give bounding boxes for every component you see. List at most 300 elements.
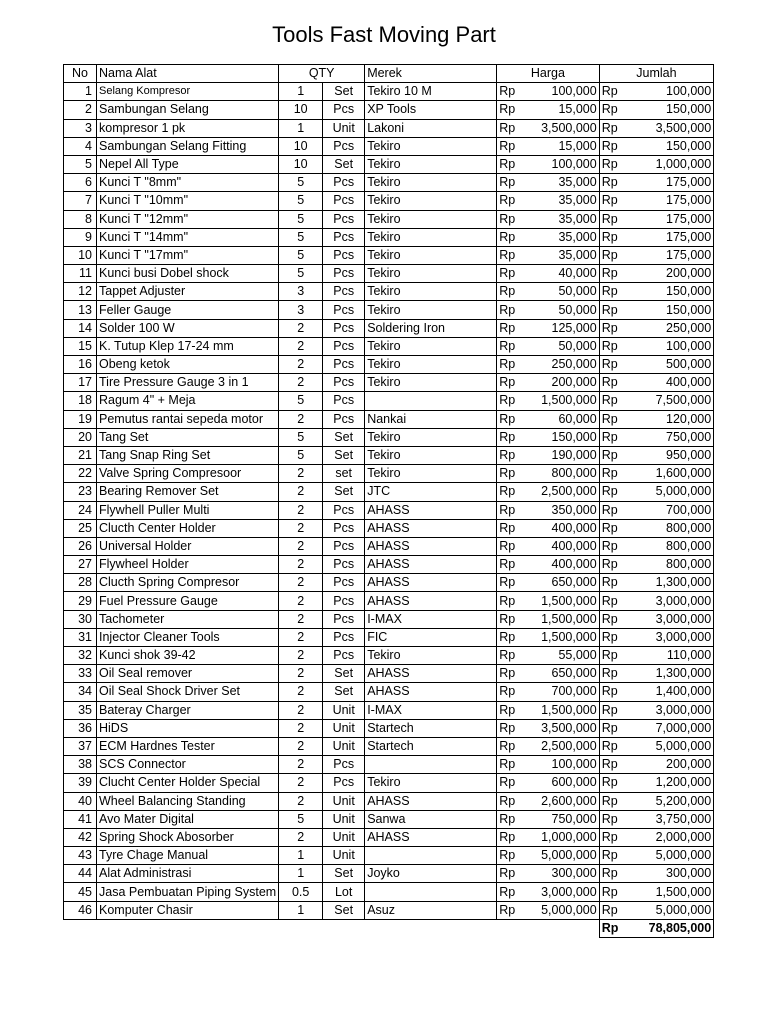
cell-total-currency: Rp — [599, 392, 635, 410]
cell-unit: Pcs — [323, 301, 365, 319]
cell-brand: Tekiro — [365, 301, 497, 319]
cell-name: Clucht Center Holder Special — [97, 774, 279, 792]
tools-table — [63, 64, 714, 938]
cell-brand: JTC — [365, 483, 497, 501]
cell-brand: AHASS — [365, 556, 497, 574]
cell-qty: 2 — [279, 665, 323, 683]
table-row — [64, 610, 714, 628]
table-row — [64, 683, 714, 701]
cell-total-currency: Rp — [599, 410, 635, 428]
cell-qty: 2 — [279, 628, 323, 646]
cell-unit: Pcs — [323, 537, 365, 555]
table-row — [64, 847, 714, 865]
cell-total: 5,000,000 — [635, 901, 714, 919]
table-row — [64, 574, 714, 592]
cell-price-currency: Rp — [497, 719, 533, 737]
cell-unit: Pcs — [323, 374, 365, 392]
cell-brand: Asuz — [365, 901, 497, 919]
cell-brand: AHASS — [365, 501, 497, 519]
cell-unit: Unit — [323, 737, 365, 755]
cell-qty: 10 — [279, 137, 323, 155]
cell-unit: Pcs — [323, 647, 365, 665]
cell-price: 1,000,000 — [533, 828, 600, 846]
cell-unit: Pcs — [323, 246, 365, 264]
cell-unit: Pcs — [323, 101, 365, 119]
table-row — [64, 719, 714, 737]
cell-unit: Pcs — [323, 774, 365, 792]
cell-no: 7 — [64, 192, 97, 210]
cell-unit: set — [323, 465, 365, 483]
cell-brand: AHASS — [365, 683, 497, 701]
cell-no: 21 — [64, 446, 97, 464]
cell-unit: Pcs — [323, 574, 365, 592]
cell-price: 100,000 — [533, 756, 600, 774]
cell-price-currency: Rp — [497, 865, 533, 883]
cell-price: 5,000,000 — [533, 901, 600, 919]
cell-total: 1,600,000 — [635, 465, 714, 483]
cell-brand: AHASS — [365, 519, 497, 537]
cell-name: Kunci T "14mm" — [97, 228, 279, 246]
cell-name: Kunci T "8mm" — [97, 174, 279, 192]
cell-no: 40 — [64, 792, 97, 810]
cell-total-currency: Rp — [599, 810, 635, 828]
cell-price-currency: Rp — [497, 428, 533, 446]
cell-unit: Unit — [323, 701, 365, 719]
cell-price-currency: Rp — [497, 756, 533, 774]
cell-name: Wheel Balancing Standing — [97, 792, 279, 810]
cell-total-currency: Rp — [599, 319, 635, 337]
cell-no: 3 — [64, 119, 97, 137]
cell-name: Oil Seal Shock Driver Set — [97, 683, 279, 701]
table-row — [64, 428, 714, 446]
table-row — [64, 155, 714, 173]
cell-brand: Tekiro — [365, 265, 497, 283]
cell-total-currency: Rp — [599, 192, 635, 210]
cell-total-currency: Rp — [599, 155, 635, 173]
cell-price: 600,000 — [533, 774, 600, 792]
cell-qty: 2 — [279, 574, 323, 592]
cell-no: 35 — [64, 701, 97, 719]
cell-name: Tire Pressure Gauge 3 in 1 — [97, 374, 279, 392]
cell-brand: FIC — [365, 628, 497, 646]
table-row — [64, 592, 714, 610]
cell-qty: 2 — [279, 610, 323, 628]
cell-qty: 2 — [279, 756, 323, 774]
cell-total-currency: Rp — [599, 246, 635, 264]
cell-no: 44 — [64, 865, 97, 883]
cell-qty: 2 — [279, 683, 323, 701]
cell-unit: Set — [323, 683, 365, 701]
cell-total-currency: Rp — [599, 665, 635, 683]
table-row — [64, 192, 714, 210]
cell-brand — [365, 883, 497, 901]
cell-qty: 5 — [279, 174, 323, 192]
cell-total-currency: Rp — [599, 792, 635, 810]
cell-unit: Pcs — [323, 410, 365, 428]
cell-name: Pemutus rantai sepeda motor — [97, 410, 279, 428]
cell-total-currency: Rp — [599, 428, 635, 446]
cell-name: K. Tutup Klep 17-24 mm — [97, 337, 279, 355]
cell-no: 4 — [64, 137, 97, 155]
cell-total-currency: Rp — [599, 374, 635, 392]
cell-price-currency: Rp — [497, 737, 533, 755]
cell-no: 29 — [64, 592, 97, 610]
cell-price-currency: Rp — [497, 392, 533, 410]
cell-total-currency: Rp — [599, 519, 635, 537]
cell-price-currency: Rp — [497, 228, 533, 246]
cell-name: Kunci busi Dobel shock — [97, 265, 279, 283]
cell-brand: Startech — [365, 737, 497, 755]
cell-brand: Startech — [365, 719, 497, 737]
cell-price-currency: Rp — [497, 265, 533, 283]
cell-price: 2,500,000 — [533, 483, 600, 501]
cell-no: 30 — [64, 610, 97, 628]
table-row — [64, 319, 714, 337]
cell-price-currency: Rp — [497, 847, 533, 865]
cell-price-currency: Rp — [497, 701, 533, 719]
cell-unit: Pcs — [323, 519, 365, 537]
cell-qty: 2 — [279, 519, 323, 537]
header-qty: QTY — [279, 65, 365, 83]
cell-no: 17 — [64, 374, 97, 392]
cell-total-currency: Rp — [599, 756, 635, 774]
cell-qty: 0.5 — [279, 883, 323, 901]
cell-unit: Set — [323, 428, 365, 446]
cell-price: 35,000 — [533, 210, 600, 228]
cell-price: 200,000 — [533, 374, 600, 392]
cell-price: 50,000 — [533, 301, 600, 319]
cell-qty: 2 — [279, 701, 323, 719]
cell-price: 400,000 — [533, 537, 600, 555]
cell-unit: Pcs — [323, 137, 365, 155]
cell-qty: 2 — [279, 337, 323, 355]
cell-price-currency: Rp — [497, 665, 533, 683]
cell-total-currency: Rp — [599, 210, 635, 228]
cell-price: 400,000 — [533, 556, 600, 574]
cell-qty: 5 — [279, 192, 323, 210]
table-row — [64, 665, 714, 683]
cell-name: Kunci T "17mm" — [97, 246, 279, 264]
cell-price: 3,500,000 — [533, 119, 600, 137]
cell-total-currency: Rp — [599, 556, 635, 574]
cell-total-currency: Rp — [599, 356, 635, 374]
table-row — [64, 119, 714, 137]
cell-unit: Set — [323, 155, 365, 173]
cell-name: Bearing Remover Set — [97, 483, 279, 501]
cell-name: Valve Spring Compresoor — [97, 465, 279, 483]
cell-price-currency: Rp — [497, 774, 533, 792]
cell-brand: Tekiro — [365, 210, 497, 228]
cell-name: HiDS — [97, 719, 279, 737]
cell-price-currency: Rp — [497, 374, 533, 392]
table-row — [64, 356, 714, 374]
cell-qty: 2 — [279, 465, 323, 483]
cell-qty: 2 — [279, 592, 323, 610]
grand-total-row — [64, 919, 714, 937]
cell-no: 11 — [64, 265, 97, 283]
cell-name: Avo Mater Digital — [97, 810, 279, 828]
cell-name: SCS Connector — [97, 756, 279, 774]
cell-total-currency: Rp — [599, 774, 635, 792]
cell-total: 300,000 — [635, 865, 714, 883]
cell-brand: Tekiro — [365, 337, 497, 355]
cell-price: 2,500,000 — [533, 737, 600, 755]
cell-price: 1,500,000 — [533, 592, 600, 610]
header-row — [64, 65, 714, 83]
cell-qty: 5 — [279, 228, 323, 246]
cell-total-currency: Rp — [599, 628, 635, 646]
cell-total: 1,200,000 — [635, 774, 714, 792]
cell-price-currency: Rp — [497, 465, 533, 483]
cell-brand: Tekiro — [365, 374, 497, 392]
cell-brand: Joyko — [365, 865, 497, 883]
cell-name: Sambungan Selang — [97, 101, 279, 119]
header-brand: Merek — [365, 65, 497, 83]
cell-unit: Pcs — [323, 283, 365, 301]
cell-price: 750,000 — [533, 810, 600, 828]
table-row — [64, 337, 714, 355]
cell-brand: Tekiro — [365, 192, 497, 210]
cell-price: 2,600,000 — [533, 792, 600, 810]
cell-qty: 2 — [279, 719, 323, 737]
cell-name: Injector Cleaner Tools — [97, 628, 279, 646]
cell-qty: 2 — [279, 356, 323, 374]
cell-price-currency: Rp — [497, 283, 533, 301]
cell-total: 175,000 — [635, 210, 714, 228]
page-title: Tools Fast Moving Part — [272, 22, 496, 47]
cell-unit: Pcs — [323, 228, 365, 246]
cell-name: Selang Kompresor — [97, 83, 279, 101]
cell-unit: Pcs — [323, 319, 365, 337]
cell-no: 46 — [64, 901, 97, 919]
cell-qty: 2 — [279, 537, 323, 555]
cell-price-currency: Rp — [497, 174, 533, 192]
table-row — [64, 246, 714, 264]
cell-qty: 2 — [279, 792, 323, 810]
cell-name: ECM Hardnes Tester — [97, 737, 279, 755]
cell-unit: Set — [323, 446, 365, 464]
cell-unit: Pcs — [323, 192, 365, 210]
cell-total-currency: Rp — [599, 337, 635, 355]
cell-price: 50,000 — [533, 283, 600, 301]
table-row — [64, 210, 714, 228]
cell-qty: 2 — [279, 483, 323, 501]
cell-total-currency: Rp — [599, 465, 635, 483]
cell-no: 19 — [64, 410, 97, 428]
header-name: Nama Alat — [97, 65, 279, 83]
cell-brand: Tekiro — [365, 356, 497, 374]
cell-price: 35,000 — [533, 246, 600, 264]
cell-total-currency: Rp — [599, 901, 635, 919]
cell-total: 200,000 — [635, 265, 714, 283]
cell-price-currency: Rp — [497, 810, 533, 828]
cell-name: Spring Shock Abosorber — [97, 828, 279, 846]
cell-qty: 5 — [279, 246, 323, 264]
cell-total: 5,000,000 — [635, 483, 714, 501]
cell-price-currency: Rp — [497, 410, 533, 428]
cell-no: 16 — [64, 356, 97, 374]
table-row — [64, 537, 714, 555]
cell-no: 9 — [64, 228, 97, 246]
cell-price-currency: Rp — [497, 155, 533, 173]
cell-price: 55,000 — [533, 647, 600, 665]
table-row — [64, 101, 714, 119]
cell-total: 1,300,000 — [635, 665, 714, 683]
cell-no: 8 — [64, 210, 97, 228]
cell-unit: Set — [323, 83, 365, 101]
cell-unit: Pcs — [323, 592, 365, 610]
cell-total-currency: Rp — [599, 301, 635, 319]
table-row — [64, 774, 714, 792]
cell-brand: Tekiro — [365, 155, 497, 173]
cell-price: 1,500,000 — [533, 701, 600, 719]
cell-total: 3,000,000 — [635, 701, 714, 719]
cell-name: kompresor 1 pk — [97, 119, 279, 137]
cell-price: 5,000,000 — [533, 847, 600, 865]
cell-no: 28 — [64, 574, 97, 592]
cell-total: 175,000 — [635, 192, 714, 210]
cell-unit: Unit — [323, 847, 365, 865]
cell-price: 15,000 — [533, 101, 600, 119]
cell-no: 2 — [64, 101, 97, 119]
cell-price-currency: Rp — [497, 210, 533, 228]
header-total: Jumlah — [599, 65, 714, 83]
cell-total: 3,750,000 — [635, 810, 714, 828]
cell-brand: I-MAX — [365, 610, 497, 628]
cell-total: 175,000 — [635, 246, 714, 264]
cell-unit: Unit — [323, 810, 365, 828]
cell-name: Ragum 4" + Meja — [97, 392, 279, 410]
cell-total-currency: Rp — [599, 283, 635, 301]
cell-price: 125,000 — [533, 319, 600, 337]
cell-price-currency: Rp — [497, 628, 533, 646]
table-row — [64, 628, 714, 646]
cell-qty: 2 — [279, 501, 323, 519]
cell-total-currency: Rp — [599, 483, 635, 501]
table-row — [64, 83, 714, 101]
cell-unit: Pcs — [323, 501, 365, 519]
table-row — [64, 865, 714, 883]
cell-total: 5,000,000 — [635, 847, 714, 865]
cell-name: Alat Administrasi — [97, 865, 279, 883]
cell-unit: Unit — [323, 719, 365, 737]
cell-qty: 10 — [279, 155, 323, 173]
table-row — [64, 901, 714, 919]
cell-name: Flywhell Puller Multi — [97, 501, 279, 519]
table-row — [64, 828, 714, 846]
cell-price: 15,000 — [533, 137, 600, 155]
cell-total-currency: Rp — [599, 501, 635, 519]
cell-total-currency: Rp — [599, 683, 635, 701]
cell-price-currency: Rp — [497, 301, 533, 319]
cell-name: Komputer Chasir — [97, 901, 279, 919]
cell-price-currency: Rp — [497, 683, 533, 701]
cell-qty: 2 — [279, 774, 323, 792]
cell-unit: Unit — [323, 119, 365, 137]
blank-cell — [64, 919, 600, 937]
cell-total: 800,000 — [635, 537, 714, 555]
cell-brand: Sanwa — [365, 810, 497, 828]
grand-total-value: 78,805,000 — [635, 919, 714, 937]
cell-name: Sambungan Selang Fitting — [97, 137, 279, 155]
cell-brand: Tekiro — [365, 774, 497, 792]
cell-total: 100,000 — [635, 83, 714, 101]
cell-qty: 1 — [279, 901, 323, 919]
cell-unit: Pcs — [323, 556, 365, 574]
cell-qty: 2 — [279, 319, 323, 337]
cell-brand: Tekiro — [365, 246, 497, 264]
cell-total-currency: Rp — [599, 865, 635, 883]
cell-name: Clucth Spring Compresor — [97, 574, 279, 592]
cell-unit: Pcs — [323, 210, 365, 228]
cell-price: 1,500,000 — [533, 610, 600, 628]
cell-brand: Tekiro — [365, 174, 497, 192]
cell-brand: Tekiro — [365, 283, 497, 301]
table-row — [64, 228, 714, 246]
cell-no: 10 — [64, 246, 97, 264]
cell-total-currency: Rp — [599, 592, 635, 610]
cell-unit: Pcs — [323, 392, 365, 410]
table-row — [64, 756, 714, 774]
cell-brand — [365, 756, 497, 774]
cell-no: 13 — [64, 301, 97, 319]
cell-price-currency: Rp — [497, 319, 533, 337]
cell-total-currency: Rp — [599, 137, 635, 155]
cell-no: 36 — [64, 719, 97, 737]
cell-total-currency: Rp — [599, 446, 635, 464]
cell-unit: Set — [323, 665, 365, 683]
cell-price-currency: Rp — [497, 610, 533, 628]
cell-total-currency: Rp — [599, 537, 635, 555]
table-row — [64, 792, 714, 810]
table-row — [64, 410, 714, 428]
cell-no: 20 — [64, 428, 97, 446]
cell-unit: Pcs — [323, 610, 365, 628]
cell-brand: Tekiro — [365, 465, 497, 483]
cell-name: Tang Snap Ring Set — [97, 446, 279, 464]
cell-qty: 1 — [279, 865, 323, 883]
cell-name: Flywheel Holder — [97, 556, 279, 574]
cell-total: 250,000 — [635, 319, 714, 337]
table-row — [64, 301, 714, 319]
cell-total: 1,300,000 — [635, 574, 714, 592]
cell-brand: Tekiro 10 M — [365, 83, 497, 101]
cell-total: 2,000,000 — [635, 828, 714, 846]
cell-total: 7,500,000 — [635, 392, 714, 410]
cell-name: Kunci shok 39-42 — [97, 647, 279, 665]
cell-qty: 3 — [279, 301, 323, 319]
cell-total-currency: Rp — [599, 174, 635, 192]
cell-qty: 2 — [279, 647, 323, 665]
cell-total: 800,000 — [635, 519, 714, 537]
cell-qty: 2 — [279, 737, 323, 755]
cell-price: 800,000 — [533, 465, 600, 483]
cell-price: 35,000 — [533, 192, 600, 210]
cell-price: 400,000 — [533, 519, 600, 537]
cell-total-currency: Rp — [599, 265, 635, 283]
cell-price-currency: Rp — [497, 792, 533, 810]
cell-unit: Pcs — [323, 265, 365, 283]
cell-total: 150,000 — [635, 137, 714, 155]
cell-qty: 2 — [279, 828, 323, 846]
cell-name: Kunci T "10mm" — [97, 192, 279, 210]
cell-brand: AHASS — [365, 574, 497, 592]
table-row — [64, 137, 714, 155]
cell-price-currency: Rp — [497, 574, 533, 592]
cell-price-currency: Rp — [497, 828, 533, 846]
cell-price: 3,500,000 — [533, 719, 600, 737]
cell-total: 110,000 — [635, 647, 714, 665]
